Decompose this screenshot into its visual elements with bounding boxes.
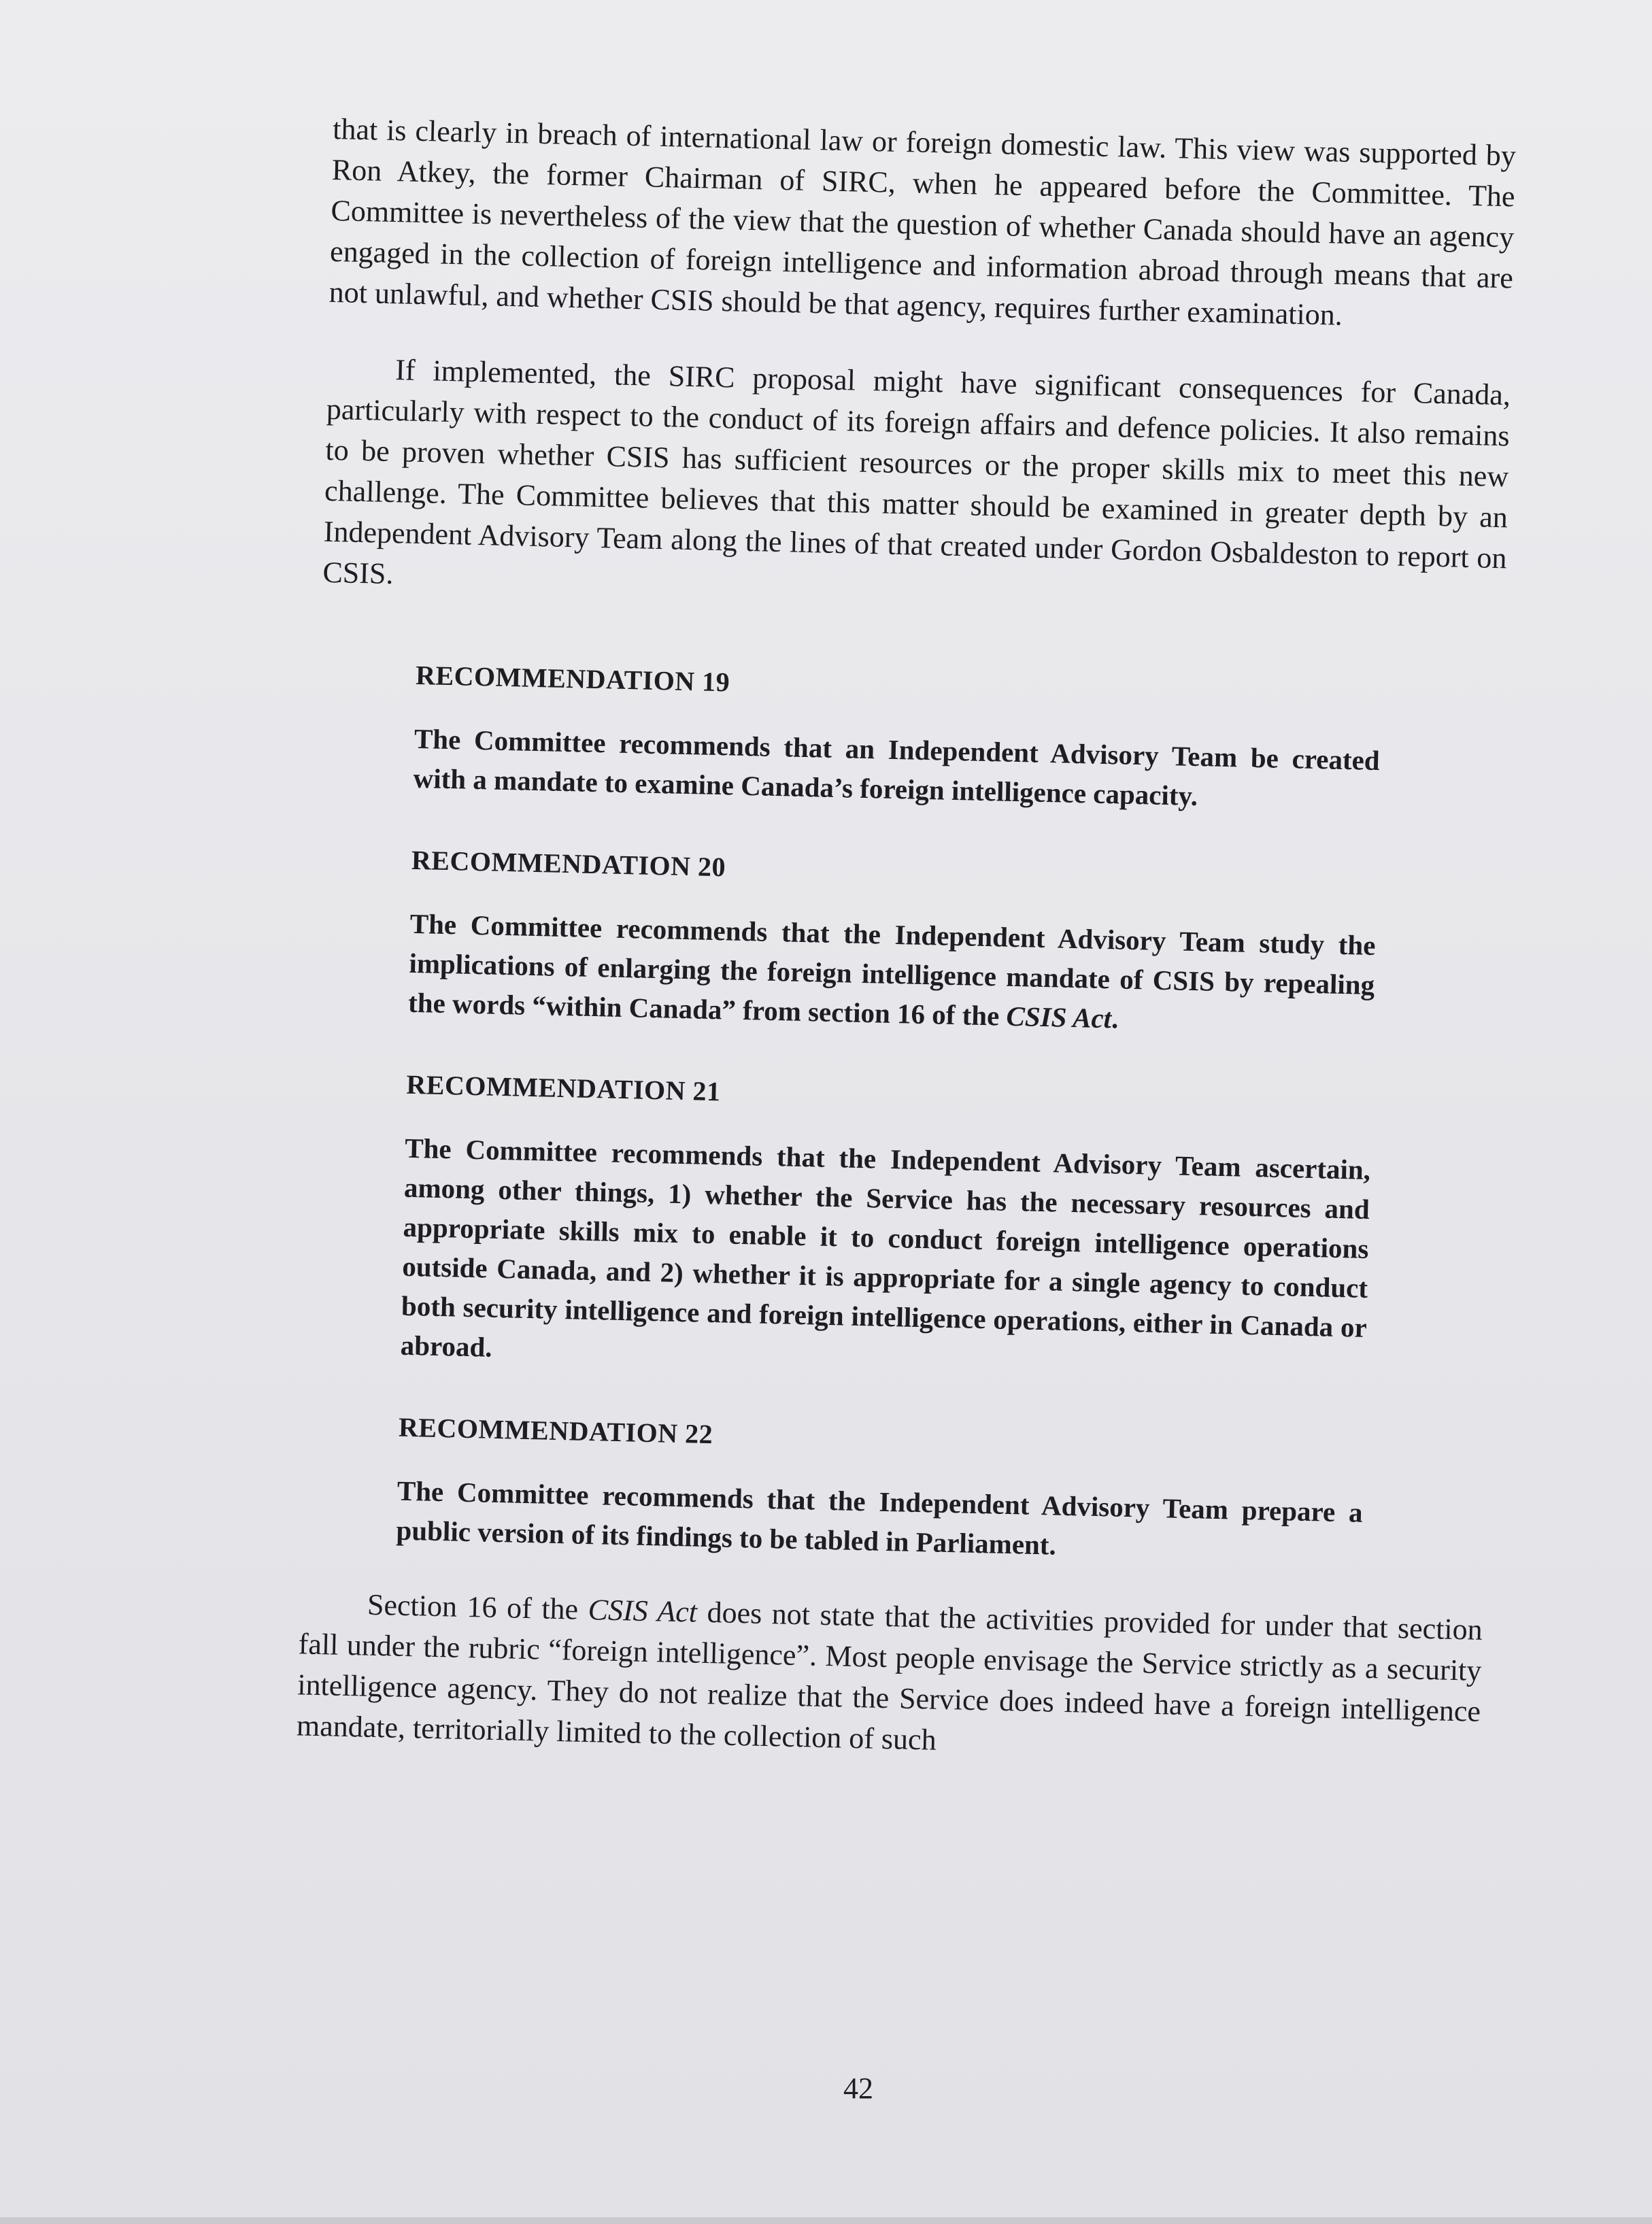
recommendation-body: The Committee recommends that the Independent Advisory Team ascertain, among other things, 1) whether the Service has the necessary resources and appropriate skills mix to enable it to conduct foreign intelligence operations outside Canada, and 2) whether it is appropriate for a single agency to conduct both security intelligence and foreign intelligence operations, either in Canada or abroad. [400, 1132, 1371, 1363]
paragraph-text-continued: does not state that the activities provided for under that section fall under the rubric “foreign intelligence”. Most people envisage the Service strictly as a security intelligence agency. They do not realize that the Service does indeed have a foreign intelligence mandate, territorially limited to the collection of such [296, 1595, 1483, 1757]
page-bottom-edge [0, 2217, 1652, 2224]
recommendation-body-text: The Committee recommends that the Independent Advisory Team study the implications of enlarging the foreign intelligence mandate of CSIS by repealing the words “within Canada” from section 16 of the [407, 907, 1377, 1032]
paragraph-sirc-proposal: If implemented, the SIRC proposal might have significant consequences for Canada, particularly with respect to the conduct of its foreign affairs and defence policies. It also remains to be proven whether CSIS has sufficient resources or the proper skills mix to meet this new challenge. The Committee believes that this matter should be examined in greater depth by an Independent Advisory Team along the lines of that created under Gordon Osbaldeston to report on CSIS. [322, 353, 1511, 591]
paragraph-section-16 [296, 1583, 1483, 1772]
paragraph-continuation: that is clearly in breach of international law or foreign domestic law. This view was supported by Ron Atkey, the former Chairman of SIRC, when he appeared before the Committee. The Committee is nevertheless of the view that the question of whether Canada should have an agency engaged in the collection of foreign intelligence and information abroad through means that are not unlawful, and whether CSIS should be that agency, requires further examination. [328, 112, 1517, 332]
recommendation-heading: RECOMMENDATION 21 [405, 1068, 722, 1107]
page-body [296, 109, 1516, 1773]
recommendation-body-end: . [1111, 1003, 1119, 1034]
paragraph-text: Section 16 of the [367, 1587, 589, 1627]
act-title: CSIS Act [588, 1593, 698, 1629]
recommendation-body [408, 904, 1377, 1044]
recommendation-19 [318, 654, 1504, 822]
recommendation-21 [305, 1064, 1495, 1389]
recommendation-20 [313, 839, 1500, 1047]
act-title: CSIS Act [1006, 1000, 1112, 1034]
recommendation-body: The Committee recommends that the Independent Advisory Team prepare a public version of its findings to be tabled in Parliament. [396, 1475, 1364, 1561]
recommendation-heading: RECOMMENDATION 19 [415, 659, 730, 698]
recommendation-heading: RECOMMENDATION 20 [411, 844, 726, 883]
page-number: 42 [843, 2072, 873, 2105]
recommendation-body: The Committee recommends that an Independent Advisory Team be created with a mandate to examine Canada’s foreign intelligence capacity. [413, 722, 1381, 812]
recommendation-heading: RECOMMENDATION 22 [398, 1411, 713, 1450]
recommendation-22 [301, 1406, 1487, 1574]
